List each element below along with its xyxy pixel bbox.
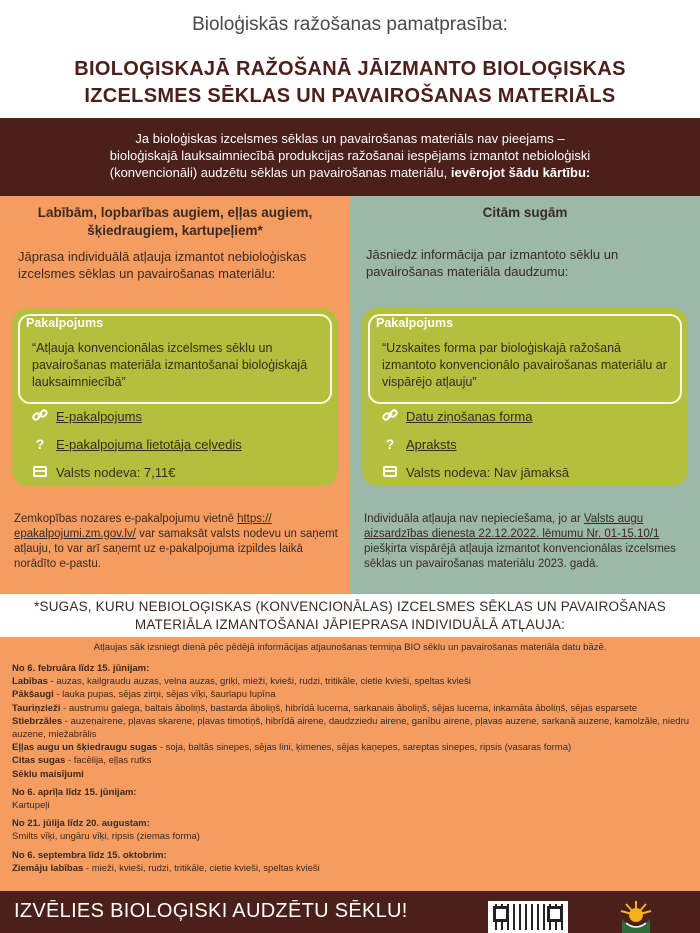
left-service-card — [12, 308, 338, 486]
footer-banner — [0, 891, 700, 933]
header — [0, 0, 700, 118]
list-item: Tauriņzieži - austrumu galega, baltais āboliņš, bastarda āboliņš, hibrīdā lucerna, sarkanais āboliņš, sējas lucerna, inkarnāta āboliņš, sējas esparsete — [12, 702, 638, 714]
right-heading: Citām sugām — [482, 205, 568, 220]
right-service-card — [362, 308, 688, 486]
link-icon — [382, 408, 398, 425]
question-icon: ? — [385, 436, 395, 452]
fee-row — [32, 464, 328, 480]
epakalpojumi-link[interactable]: https:// epakalpojumi.zm.gov.lv/ — [14, 513, 272, 540]
list-item: Eļļas augu un šķiedraugu sugas - soja, baltās sinepes, sējas lini, ķimenes, sējas kaņepes, sareptas sinepes, ripsis (vasaras forma) — [12, 742, 572, 754]
e-service-link-row[interactable] — [32, 408, 328, 425]
list-item: Labības - auzas, kailgraudu auzas, velna auzas, griķi, mieži, kvieši, rudzi, tritikāle, cietie kvieši, speltas kvieši — [12, 676, 471, 688]
data-form-link-row[interactable] — [382, 408, 678, 425]
ministry-emblem-icon — [618, 899, 654, 933]
period-1-heading: No 6. februāra līdz 15. jūnijam: — [12, 663, 150, 674]
e-service-link[interactable]: E-pakalpojums — [56, 409, 142, 424]
intro-line-3-text: (konvencionāli) audzētu sēklas un pavairošanas materiālu, — [109, 165, 451, 180]
period-4-heading: No 6. septembra līdz 15. oktobrim: — [12, 849, 167, 861]
species-list — [12, 662, 690, 875]
right-column — [350, 196, 700, 594]
left-note — [14, 512, 338, 572]
left-note-post: var samaksāt valsts nodevu un saņemt atļauju, to var arī saņemt uz e-pakalpojuma izpildes laikā norādīto e-pastu. — [14, 528, 338, 570]
list-item: Citas sugas - facēlija, eļļas rutks — [12, 755, 152, 767]
species-heading-line-1: *SUGAS, KURU NEBIOLOĢISKAS (KONVENCIONĀLAS) IZCELSMES SĒKLAS UN PAVAIROŠANAS — [34, 599, 666, 614]
description-link[interactable]: Apraksts — [406, 436, 457, 452]
species-heading-line-2: MATERIĀLA IZMANTOŠANAI JĀPIEPRASA INDIVIDUĀLĀ ATĻAUJA: — [134, 617, 566, 632]
left-column — [0, 196, 350, 594]
list-item: Smilts vīķi, ungāru vīķi, ripsis (ziemas forma) — [12, 831, 200, 843]
list-item: Sēklu maisījumi — [12, 768, 84, 780]
species-lead: Atļaujas sāk izsniegt dienā pēc pēdējā informācijas atjaunošanas termiņa BIO sēklu un pavairošanas materiāla datu bāzē. — [93, 642, 607, 653]
user-guide-link-row[interactable] — [32, 436, 328, 452]
period-2-heading: No 6. aprīļa līdz 15. jūnijam: — [12, 786, 137, 798]
list-item: Ziemāju labības - mieži, kvieši, rudzi, tritikāle, cietie kvieši, speltas kvieši — [12, 862, 320, 874]
list-item: Kartupeļi — [12, 800, 50, 812]
intro-line-2: bioloģiskajā lauksaimniecībā produkcijas ražošanai iespējams izmantot nebioloģiski — [109, 148, 591, 163]
fee-row — [382, 464, 678, 480]
list-item: Pākšaugi - lauka pupas, sējas zirņi, sējas vīķi, šaurlapu lupīna — [12, 689, 276, 701]
card-tag: Pakalpojums — [376, 316, 454, 330]
question-icon: ? — [35, 436, 45, 452]
card-quote: “Atļauja konvencionālas izcelsmes sēklu un pavairošanas materiāla izmantošanai bioloģiskajā lauksaimniecībā” — [32, 341, 308, 389]
intro-banner — [0, 118, 700, 196]
footer-slogan: IZVĒLIES BIOLOĢISKI AUDZĒTU SĒKLU! — [14, 900, 408, 922]
intro-line-3 — [0, 164, 700, 181]
left-text: Jāprasa individuālā atļauja izmantot nebioloģiskas izcelsmes sēklas un pavairošanas materiālu: — [18, 249, 307, 281]
right-note — [364, 512, 688, 572]
fee-text: Valsts nodeva: Nav jāmaksā — [406, 464, 570, 480]
page-title — [0, 56, 700, 110]
title-line-2: IZCELSMES SĒKLAS UN PAVAIROŠANAS MATERIĀLS — [84, 85, 616, 107]
species-heading — [0, 594, 700, 637]
right-note-post: piešķirta vispārējā atļauja izmantot konvencionālas izcelsmes sēklas un pavairošanas materiālu 2023. gadā. — [364, 543, 676, 570]
intro-line-3-bold: ievērojot šādu kārtību: — [450, 165, 591, 180]
species-section — [0, 594, 700, 891]
title-line-1: BIOLOĢISKAJĀ RAŽOŠANĀ JĀIZMANTO BIOLOĢISKAS — [74, 58, 626, 80]
decision-link[interactable]: Valsts augu aizsardzības dienesta 22.12.2022. lēmumu Nr. 01-15.10/1 — [364, 513, 660, 540]
payment-card-icon — [382, 464, 398, 480]
right-text: Jāsniedz informācija par izmantoto sēklu un pavairošanas materiāla daudzumu: — [366, 247, 619, 279]
list-item: Stiebrzāles - auzeņairene, pļavas skarene, pļavas timotiņš, hibrīdā airene, daudzziedu airene, ganību airene, pļavas auzene, sarkanā auzene, kamolzāle, niedru auzene, miežabrālis — [12, 715, 690, 741]
payment-card-icon — [32, 464, 48, 480]
header-subtitle: Bioloģiskās ražošanas pamatprasība: — [192, 14, 508, 35]
data-form-link[interactable]: Datu ziņošanas forma — [406, 409, 533, 424]
period-3-heading: No 21. jūlija līdz 20. augustam: — [12, 818, 150, 830]
qr-code-icon[interactable] — [488, 901, 568, 933]
card-tag: Pakalpojums — [26, 316, 104, 330]
user-guide-link[interactable]: E-pakalpojuma lietotāja ceļvedis — [56, 436, 242, 452]
intro-line-1: Ja bioloģiskas izcelsmes sēklas un pavairošanas materiāls nav pieejams – — [135, 131, 565, 146]
card-quote: “Uzskaites forma par bioloģiskajā ražošanā izmantoto konvencionālo pavairošanas materiālu ar vispārējo atļauju” — [382, 341, 667, 389]
left-heading: Labībām, lopbarības augiem, eļļas augiem, šķiedraugiem, kartupeļiem* — [37, 205, 313, 238]
left-note-pre: Zemkopības nozares e-pakalpojumu vietnē — [14, 513, 238, 525]
description-link-row[interactable] — [382, 436, 678, 452]
link-icon — [32, 408, 48, 425]
right-note-pre: Individuāla atļauja nav nepieciešama, jo ar — [364, 513, 584, 525]
fee-text: Valsts nodeva: 7,11€ — [56, 464, 176, 480]
